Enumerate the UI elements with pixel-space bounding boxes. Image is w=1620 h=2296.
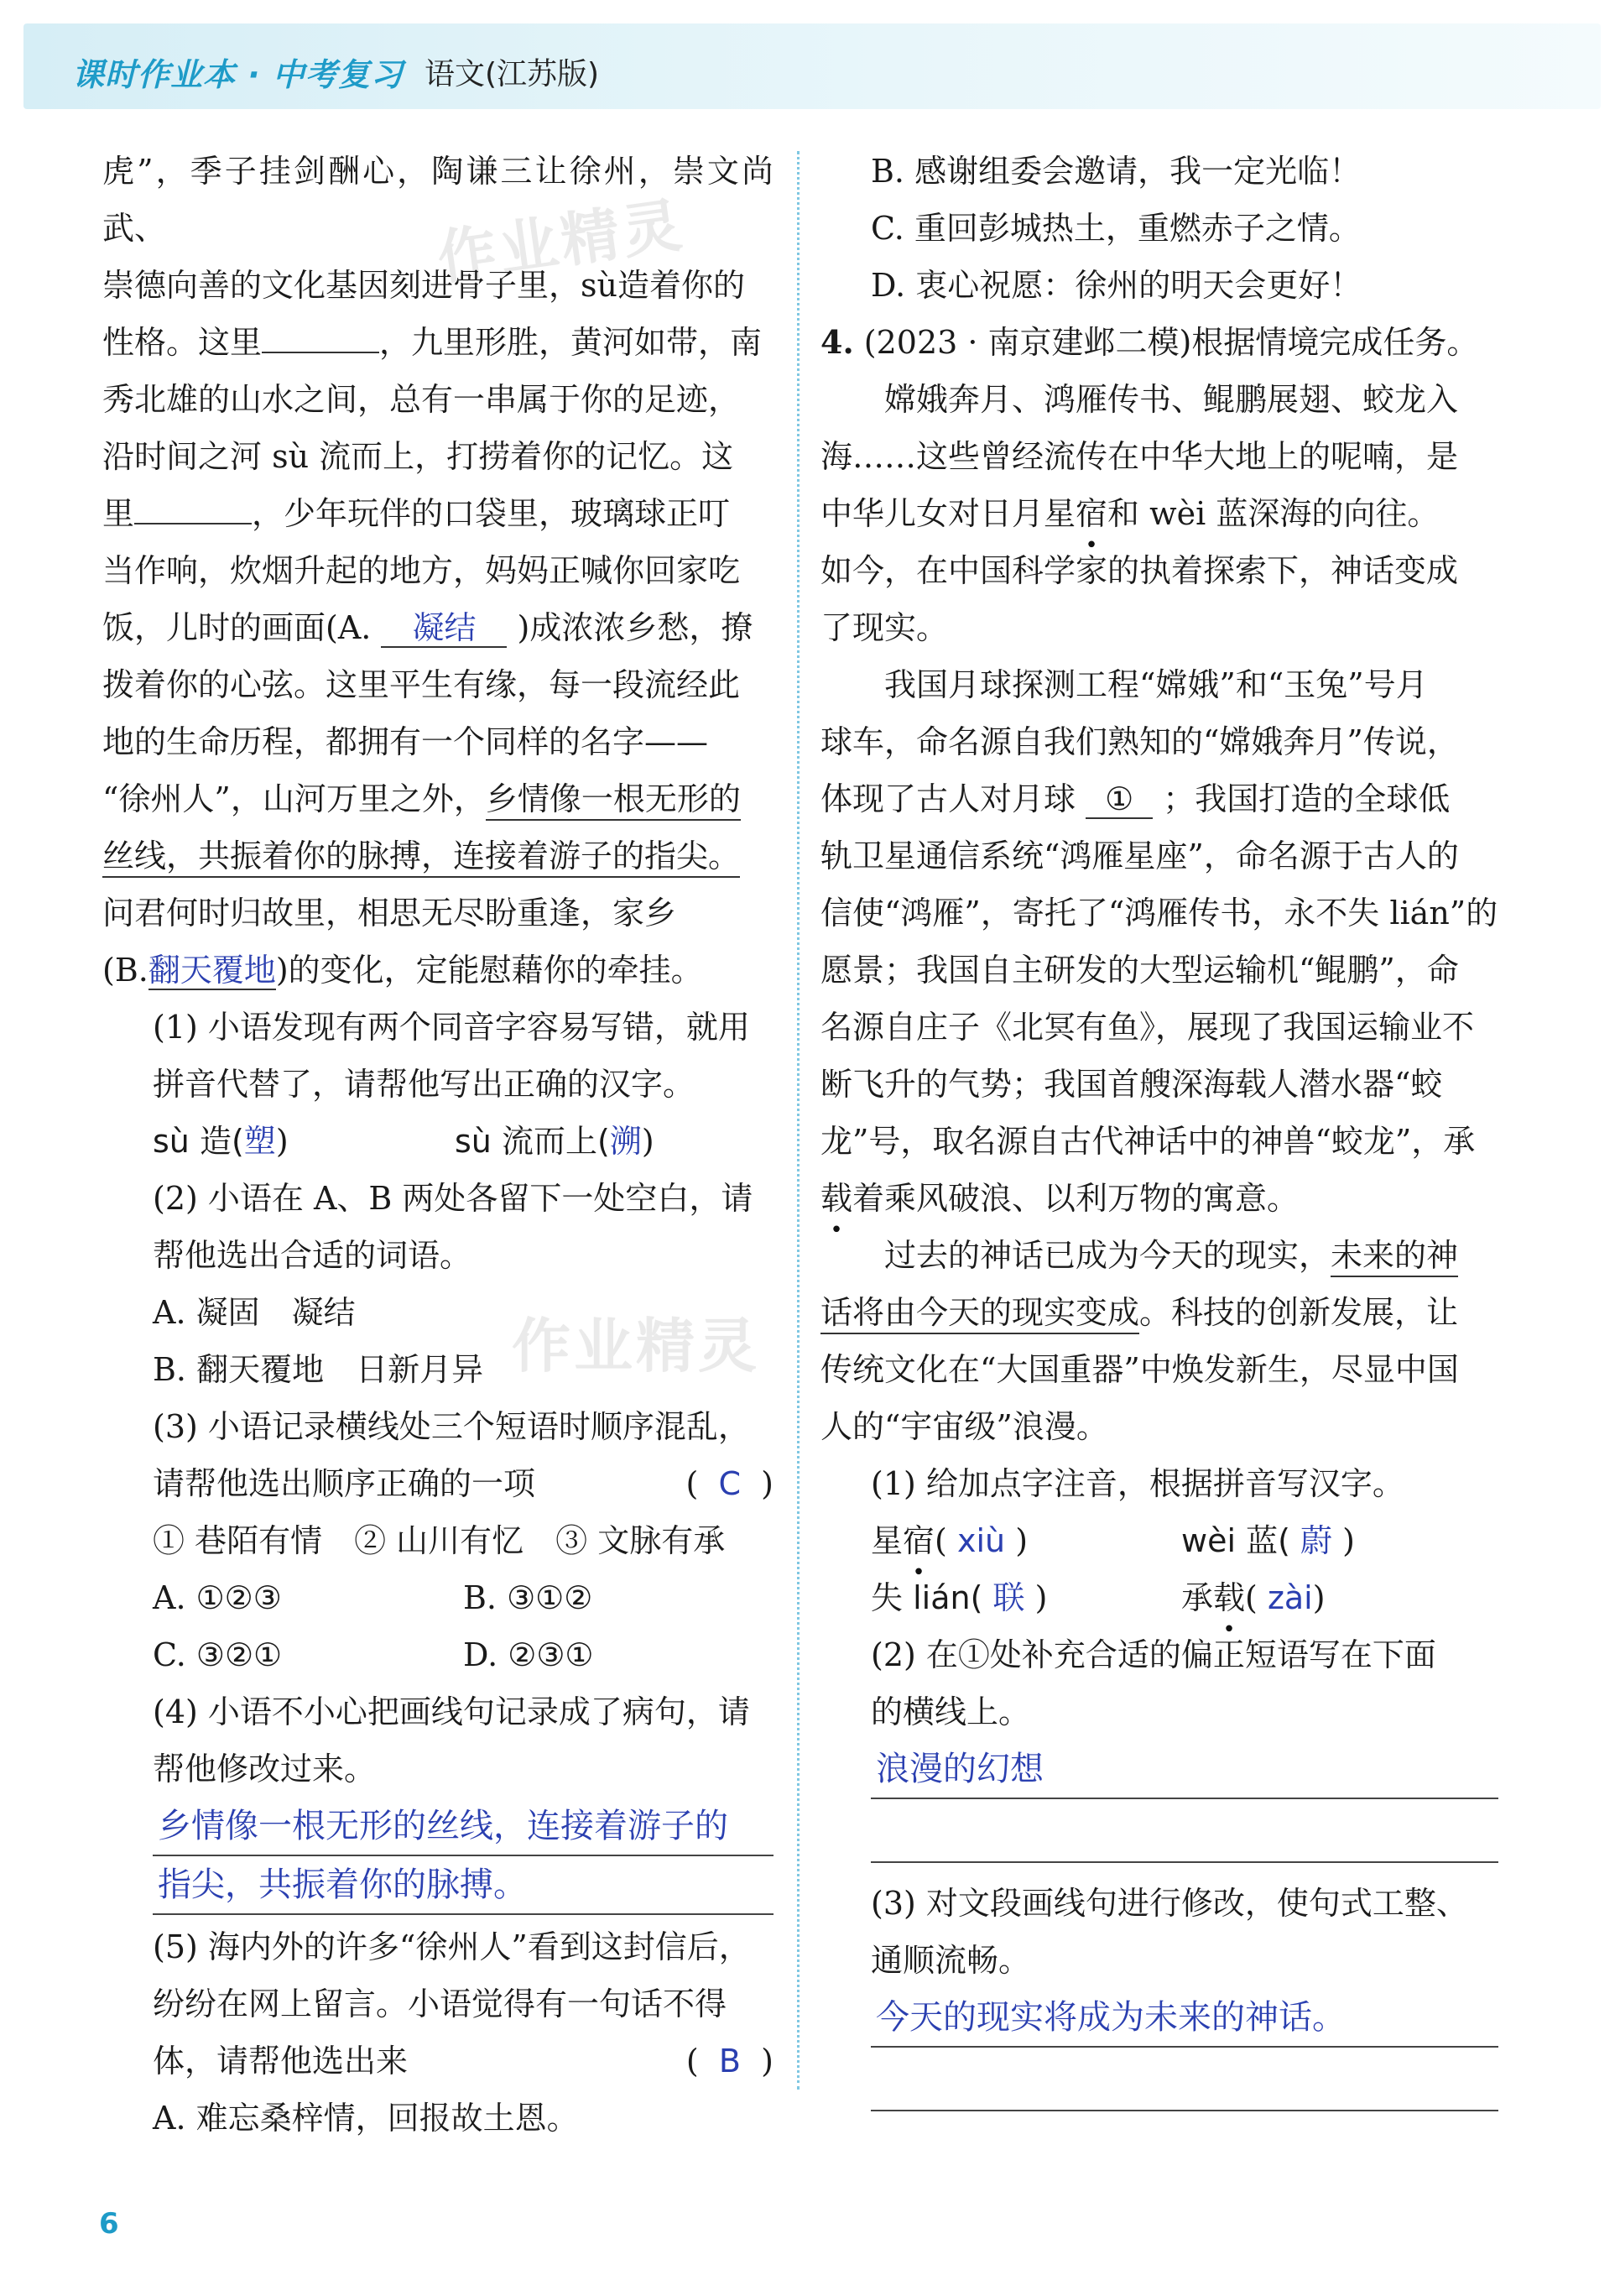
answer-line-empty — [871, 1799, 1498, 1863]
sub-question-3: (3) 对文段画线句进行修改，使句式工整、 通顺流畅。 今天的现实将成为未来的神话。 — [820, 1875, 1498, 2111]
passage-line: 愿景；我国自主研发的大型运输机“鲲鹏”，命 — [820, 952, 1459, 989]
underlined-sentence: 乡情像一根无形的 — [486, 780, 741, 821]
passage-line: 如今，在中国科学家的执着探索下，神话变成 — [820, 552, 1459, 589]
question-5-options: B. 感谢组委会邀请，我一定光临！ C. 重回彭城热土，重燃赤子之情。 D. 衷心祝愿：徐州的明天会更好！ — [871, 153, 1362, 304]
subject-title: 语文(江苏版) — [425, 57, 600, 91]
answer-line: 乡情像一根无形的丝线，连接着游子的 — [153, 1798, 774, 1856]
passage-line: (B.翻天覆地)的变化，定能慰藉你的牵挂。 — [102, 952, 703, 989]
answer-line: 今天的现实将成为未来的神话。 — [871, 1989, 1498, 2048]
passage-line: 人的“宇宙级”浪漫。 — [820, 1408, 1108, 1445]
passage-line: 拨着你的心弦。这里平生有缘，每一段流经此 — [102, 666, 741, 703]
question-1: (1) 小语发现有两个同音字容易写错，就用 拼音代替了，请帮他写出正确的汉字。 sù 造(塑) sù 流而上(溯) — [153, 1009, 750, 1160]
passage-line: 话将由今天的现实变成。科技的创新发展，让 — [820, 1284, 1498, 1341]
answer-zai: zài — [1267, 1579, 1313, 1616]
passage-line: 崇德向善的文化基因刻进骨子里，sù造着你的 — [102, 267, 745, 304]
answer-line: 指尖，共振着你的脉搏。 — [153, 1856, 774, 1915]
answer-su-1: 塑 — [243, 1123, 276, 1160]
passage-line: 里 ，少年玩伴的口袋里，玻璃球正叮 — [102, 485, 774, 542]
passage-line — [102, 827, 774, 884]
left-column — [102, 143, 774, 2147]
answer-line-empty — [871, 2048, 1498, 2111]
passage-line: 秀北雄的山水之间，总有一串属于你的足迹， — [102, 381, 741, 418]
answer-q3: C — [718, 1465, 741, 1502]
passage-line: 过去的神话已成为今天的现实，未来的神 — [820, 1227, 1498, 1284]
passage-line: 海……这些曾经流传在中华大地上的呢喃，是 — [820, 438, 1459, 475]
passage-line: 饭，儿时的画面(A. 凝结 )成浓浓乡愁，撩 — [102, 609, 753, 646]
passage-line: “徐州人”，山河万里之外，乡情像一根无形的 — [102, 770, 774, 827]
answer-B: 翻天覆地 — [148, 952, 276, 989]
question-4: (4) 小语不小心把画线句记录成了病句，请 帮他修改过来。 乡情像一根无形的丝线，连接着游子的 指尖，共振着你的脉搏。 — [102, 1683, 774, 1915]
passage-line: 当作响，炊烟升起的地方，妈妈正喊你回家吃 — [102, 552, 741, 589]
passage-line: 地的生命历程，都拥有一个同样的名字—— — [102, 723, 709, 760]
question-3: (3) 小语记录横线处三个短语时顺序混乱， 请帮他选出顺序正确的一项 ( C ) ① 巷陌有情 ② 山川有忆 ③ 文脉有承 A. ①②③ B. ③①② C. ③②① D. ②③① — [153, 1408, 774, 1673]
fill-blank — [262, 318, 379, 353]
underlined-sentence: 未来的神 — [1331, 1237, 1458, 1277]
passage-line: 问君何时归故里，相思无尽盼重逢，家乡 — [102, 895, 677, 931]
passage-line: 嫦娥奔月、鸿雁传书、鲲鹏展翅、蛟龙入 — [884, 381, 1459, 418]
question-2: (2) 小语在 A、B 两处各留下一处空白，请 帮他选出合适的词语。 A. 凝固 凝结 B. 翻天覆地 日新月异 — [153, 1180, 753, 1388]
passage-line: 沿时间之河 sù 流而上，打捞着你的记忆。这 — [102, 438, 734, 475]
answer-line: 浪漫的幻想 — [871, 1740, 1498, 1799]
question-5: (5) 海内外的许多“徐州人”看到这封信后， 纷纷在网上留言。小语觉得有一句话不得 体，请帮他选出来 ( B ) A. 难忘桑梓情，回报故土恩。 — [153, 1928, 774, 2137]
answer-wei: 蔚 — [1300, 1522, 1333, 1559]
sub-question-1: (1) 给加点字注音，根据拼音写汉字。 星宿( xiù ) wèi 蓝( 蔚 ) 失 lián( 联 ) 承载( zài) — [871, 1465, 1404, 1616]
passage-line: 载着乘风破浪、以利万物的寓意。 — [820, 1180, 1300, 1217]
column-divider — [797, 151, 800, 2090]
answer-su-2: 溯 — [609, 1123, 642, 1160]
answer-q5: B — [718, 2043, 741, 2079]
passage-line: 体现了古人对月球 ① ；我国打造的全球低 — [820, 780, 1451, 817]
passage-line: 断飞升的气势；我国首艘深海载人潜水器“蛟 — [820, 1066, 1443, 1103]
question-4-heading: 4. (2023 · 南京建邺二模)根据情境完成任务。 — [820, 323, 1479, 361]
underlined-sentence: 话将由今天的现实变成 — [820, 1294, 1139, 1334]
underlined-sentence: 丝线，共振着你的脉搏，连接着游子的指尖。 — [102, 838, 740, 878]
page-number: 6 — [99, 2207, 119, 2241]
passage-line: 信使“鸿雁”，寄托了“鸿雁传书，永不失 lián”的 — [820, 895, 1498, 931]
answer-lian: 联 — [992, 1579, 1025, 1616]
answer-A: 凝结 — [381, 609, 507, 648]
page-header — [23, 23, 1601, 109]
passage-line: 中华儿女对日月星宿和 wèi 蓝深海的向往。 — [820, 495, 1440, 532]
passage-line: 性格。这里 ，九里形胜，黄河如带，南 — [102, 314, 774, 371]
passage-line: 传统文化在“大国重器”中焕发新生，尽显中国 — [820, 1351, 1459, 1388]
fill-blank — [134, 489, 252, 524]
watermark: 作业精灵 — [433, 190, 690, 294]
passage-line: 我国月球探测工程“嫦娥”和“玉兔”号月 — [884, 666, 1428, 703]
book-brand: 课时作业本 · 中考复习 — [72, 56, 404, 93]
passage-line: 了现实。 — [820, 609, 949, 646]
answer-xiu: xiù — [956, 1522, 1006, 1559]
fill-blank-1: ① — [1086, 780, 1153, 819]
passage-line: 龙”号，取名源自古代神话中的神兽“蛟龙”，承 — [820, 1123, 1476, 1160]
sub-question-2: (2) 在①处补充合适的偏正短语写在下面 的横线上。 浪漫的幻想 — [820, 1626, 1498, 1863]
right-column — [820, 143, 1498, 2111]
passage-line: 虎”，季子挂剑酬心，陶谦三让徐州，崇文尚武、 — [102, 153, 774, 247]
passage-line: 球车，命名源自我们熟知的“嫦娥奔月”传说， — [820, 723, 1459, 760]
passage-line: 轨卫星通信系统“鸿雁星座”，命名源于古人的 — [820, 838, 1459, 874]
passage-line: 名源自庄子《北冥有鱼》，展现了我国运输业不 — [820, 1009, 1475, 1046]
watermark: 作业精灵 — [512, 1312, 760, 1380]
